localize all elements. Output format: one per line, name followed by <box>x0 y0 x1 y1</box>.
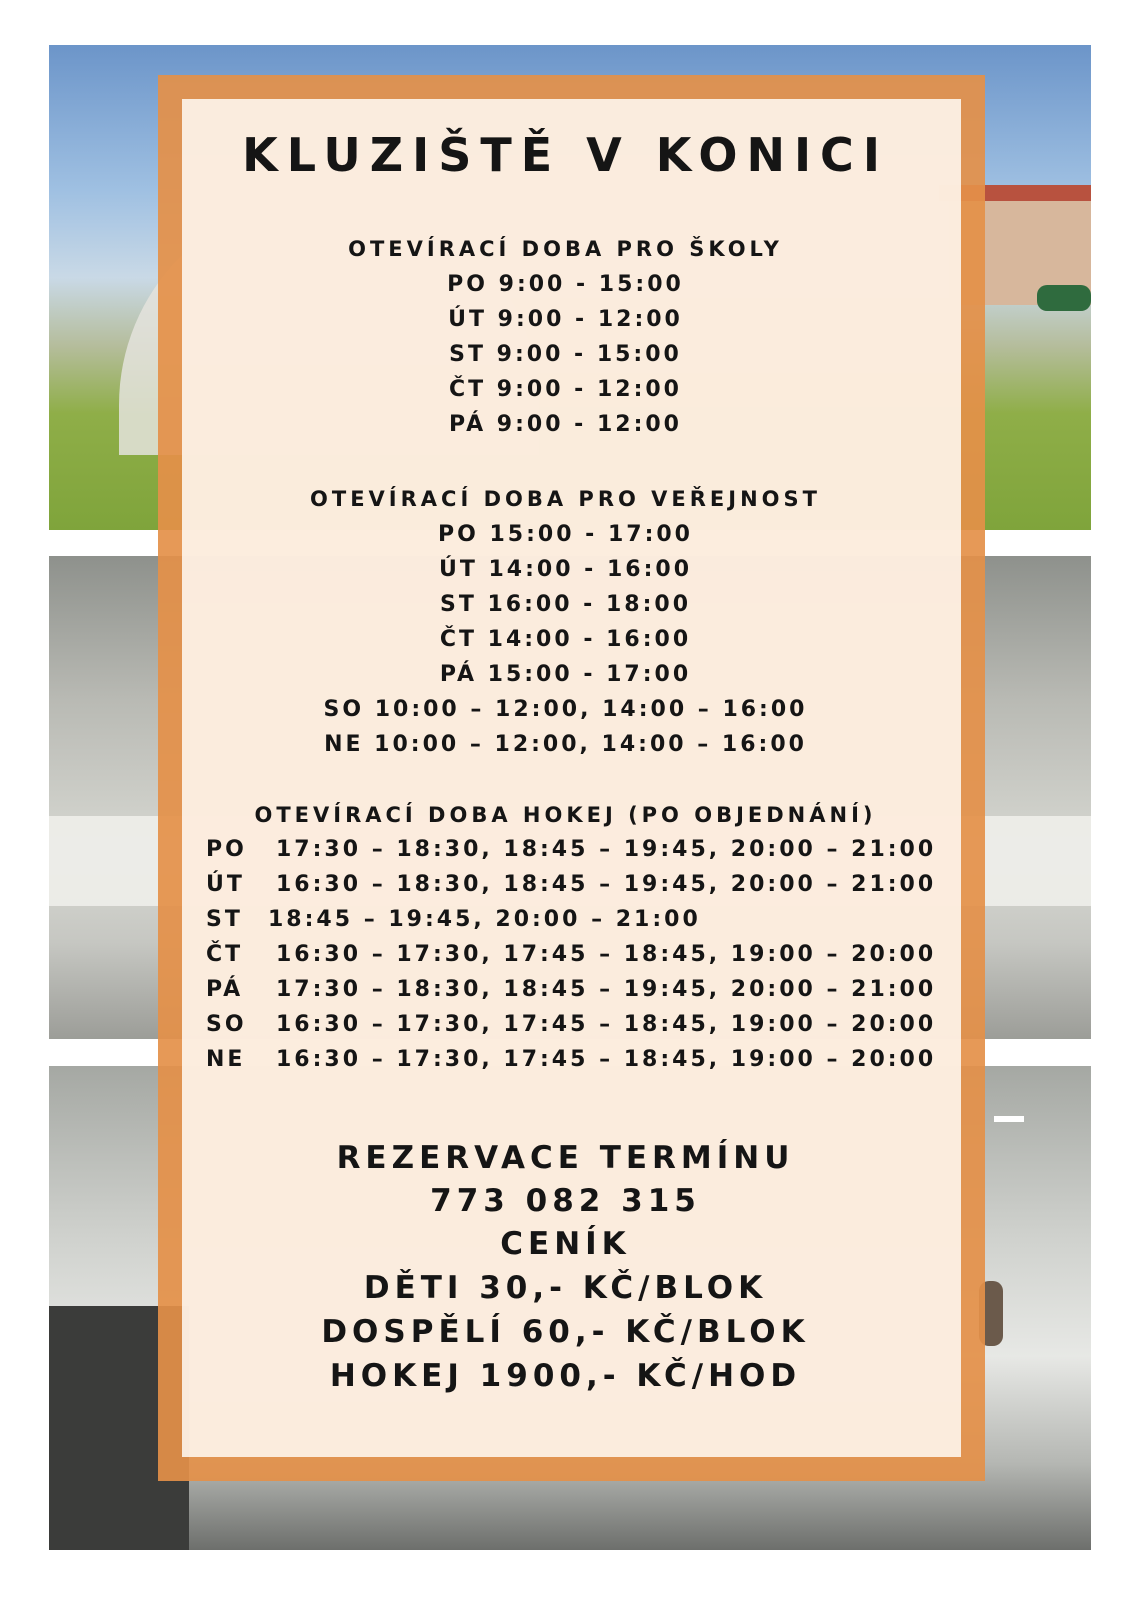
hockey-times: 16:30 – 17:30, 17:45 – 18:45, 19:00 – 20:00 <box>276 1012 937 1037</box>
hockey-hours-row <box>206 907 701 932</box>
hockey-hours-row <box>206 942 936 967</box>
school-hours-row: PÁ 9:00 - 12:00 <box>449 412 682 437</box>
school-hours-heading: OTEVÍRACÍ DOBA PRO ŠKOLY <box>348 237 783 261</box>
price-list-label: CENÍK <box>500 1226 631 1262</box>
school-hours-row: PO 9:00 - 15:00 <box>447 272 684 297</box>
hockey-hours-row <box>206 872 936 897</box>
public-hours-row: ČT 14:00 - 16:00 <box>439 627 692 652</box>
hockey-hours-row <box>206 837 936 862</box>
hockey-times: 16:30 – 17:30, 17:45 – 18:45, 19:00 – 20:00 <box>276 942 937 967</box>
hockey-hours-row <box>206 1012 936 1037</box>
public-hours-heading: OTEVÍRACÍ DOBA PRO VEŘEJNOST <box>310 487 821 511</box>
public-hours-row: ST 16:00 - 18:00 <box>439 592 692 617</box>
school-hours-row: ST 9:00 - 15:00 <box>449 342 682 367</box>
hockey-day: PÁ <box>206 977 244 1002</box>
reservation-phone: 773 082 315 <box>430 1183 701 1219</box>
public-hours-row: SO 10:00 – 12:00, 14:00 – 16:00 <box>323 697 808 722</box>
price-hockey: HOKEJ 1900,- KČ/HOD <box>329 1358 802 1394</box>
hockey-times: 18:45 – 19:45, 20:00 – 21:00 <box>268 907 701 932</box>
hockey-times: 16:30 – 18:30, 18:45 – 19:45, 20:00 – 21:00 <box>276 872 937 897</box>
public-hours-row: ÚT 14:00 - 16:00 <box>438 557 693 582</box>
public-hours-row: PO 15:00 - 17:00 <box>438 522 693 547</box>
hockey-day: ST <box>206 907 243 932</box>
hockey-day: ČT <box>206 942 244 967</box>
school-hours-row: ČT 9:00 - 12:00 <box>448 377 682 402</box>
hockey-hours-row <box>206 977 936 1002</box>
page-title: KLUZIŠTĚ V KONICI <box>242 128 889 182</box>
hockey-hours-row <box>206 1047 936 1072</box>
hockey-day: PO <box>206 837 247 862</box>
reservation-label: REZERVACE TERMÍNU <box>336 1140 795 1176</box>
hockey-times: 16:30 – 17:30, 17:45 – 18:45, 19:00 – 20:00 <box>276 1047 937 1072</box>
hockey-day: ÚT <box>206 872 245 897</box>
hockey-times: 17:30 – 18:30, 18:45 – 19:45, 20:00 – 21:00 <box>276 837 937 862</box>
price-adults: DOSPĚLÍ 60,- KČ/BLOK <box>321 1314 810 1350</box>
price-children: DĚTI 30,- KČ/BLOK <box>363 1270 768 1306</box>
public-hours-row: NE 10:00 – 12:00, 14:00 – 16:00 <box>324 732 807 757</box>
rink-light <box>994 1116 1024 1122</box>
hockey-day: NE <box>206 1047 246 1072</box>
hockey-day: SO <box>206 1012 247 1037</box>
public-hours-row: PÁ 15:00 - 17:00 <box>439 662 692 687</box>
school-hours-row: ÚT 9:00 - 12:00 <box>448 307 683 332</box>
hockey-hours-heading: OTEVÍRACÍ DOBA HOKEJ (PO OBJEDNÁNÍ) <box>254 803 877 827</box>
hockey-times: 17:30 – 18:30, 18:45 – 19:45, 20:00 – 21:00 <box>276 977 937 1002</box>
